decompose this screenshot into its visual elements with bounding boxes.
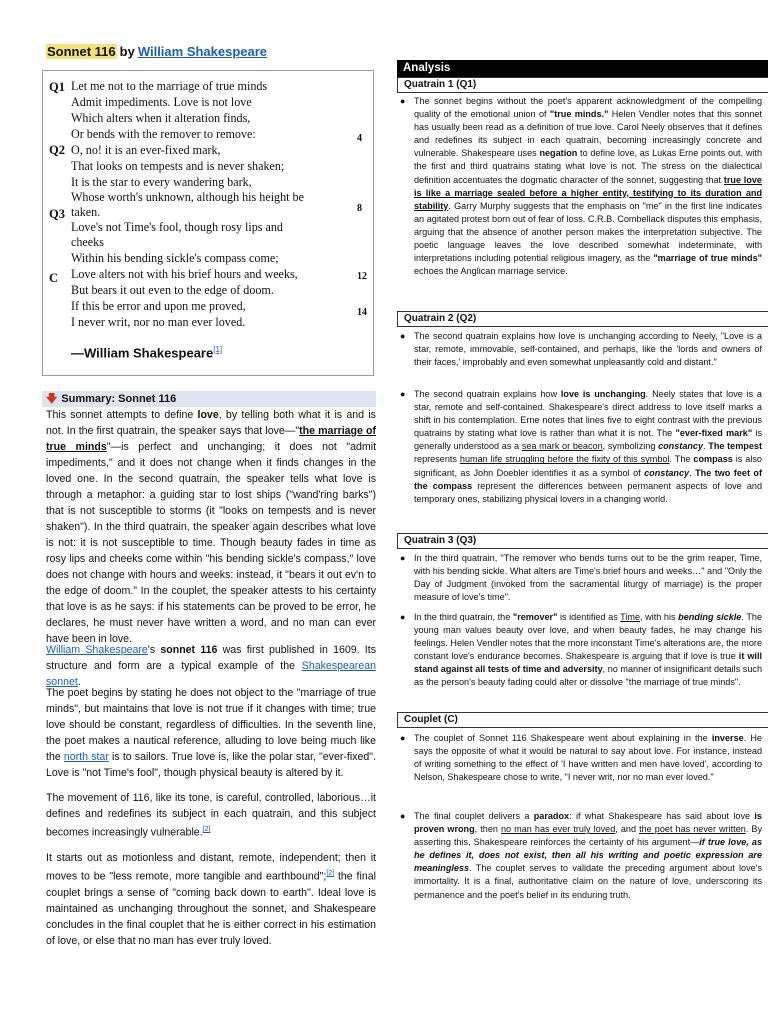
text: , with his bbox=[640, 612, 679, 622]
text: represent the differences between permanent aspects of love and temporary ones, stabilizing physical lovers in a changing world. bbox=[414, 480, 762, 504]
bullet-icon: ● bbox=[400, 331, 406, 341]
text-underline: Time bbox=[620, 612, 641, 622]
text: to define love, as Lukas Erne points out, with the first and third quatrains stating what love is not. The stress on the dialectical definition accentuates the dogmatic character of the sonnet, suggesting that bbox=[414, 148, 762, 185]
analysis-heading: Analysis bbox=[397, 60, 768, 77]
text-underline: sea mark or beacon bbox=[521, 441, 603, 452]
text-bold: "true minds." bbox=[549, 109, 609, 120]
title-by: by bbox=[119, 44, 135, 59]
text: . The young man values beauty over love, and when beauty fades, he may change his feelings. Helen Vendler notes that the more inconstant Time's alterations are, the more constant love's endurance becomes. Shakespeare is arguing that if love is true bbox=[414, 612, 762, 662]
arrow-down-icon: 🡇 bbox=[46, 393, 58, 405]
section-quatrain-3: Quatrain 3 (Q3) bbox=[397, 533, 768, 549]
text: The sonnet begins without the poet's apparent acknowledgment of the compelling quality of the emotional union of bbox=[414, 96, 762, 120]
analysis-bullet bbox=[400, 611, 763, 690]
text: , no manner of insignificant details such as the person's beauty fading could alter or dissolve "the marriage of true minds". bbox=[414, 664, 763, 688]
bullet-icon: ● bbox=[400, 811, 406, 821]
poem-line: Within his bending sickle's compass come; bbox=[71, 251, 279, 265]
text: The final couplet delivers a bbox=[414, 811, 534, 821]
line-number: 14 bbox=[357, 307, 367, 318]
text: . Garry Murphy suggests that the emphasis on "me" in the first line indicates an agitated protest born out of fear of loss. C.R.B. Combellack disputes this emphasis, arguing that the absence of another person makes the interpretation subjective. The poetic language leaves the love described somewhat indeterminate, with interpretations including potential religious imagery, as the bbox=[414, 200, 762, 264]
poem-line: Whose worth's unknown, although his height be bbox=[71, 190, 304, 204]
text-underline: human life struggling before the fixity of this symbol bbox=[459, 454, 670, 465]
text-bold: love is unchanging bbox=[560, 389, 646, 399]
text: "—is perfect and unchanging; it does not "admit impediments," and it does not change when it finds changes in the loved one. In the second quatrain, the speaker tells what love is through a metaphor: a guiding star to lost ships ("wand'ring barks") that is not susceptible to storms (it "looks on tempests and is never shaken"). In the third quatrain, the speaker again describes what love is not: it is not susceptible to time. Though beauty fades in time as rosy lips and cheeks come within "his bending sickle's compass," love does not change with hours and weeks: instead, it "bears it out ev'n to the edge of doom." In the couplet, the speaker attests to his certainty that love is as he says: if his statements can be proved to be error, he declares, he must never have written a word, and no man can ever have been in love. bbox=[46, 441, 377, 645]
text: . Neely states that love is a star, remote and self-contained. Shakespeare's direct address to love itself marks a shift in his contemplation. Erne notes that lines five to eight contrast with the previous quatrains by stating what love is rather than what it is not. The bbox=[414, 389, 762, 439]
text: . bbox=[703, 441, 709, 452]
text-bold: The tempest bbox=[708, 441, 762, 452]
shakespeare-link[interactable]: William Shakespeare bbox=[46, 644, 148, 656]
text: . bbox=[77, 676, 81, 688]
text: Helen Vendler notes that this sonnet has usually been read as a definition of true love. Carol Neely observes that it defines and redefines its subject in each quatrain, becoming increasingly concrete and vulnerable. Shakespeare uses bbox=[414, 109, 762, 159]
text: 's bbox=[147, 644, 161, 656]
text: : if what Shakespeare has said about love bbox=[569, 811, 755, 821]
reference-link[interactable]: [1] bbox=[213, 345, 223, 354]
label-q3: Q3 bbox=[49, 207, 65, 221]
text: , and bbox=[615, 824, 640, 835]
text: . bbox=[689, 467, 696, 478]
text-bold-underline: the marriage of true minds bbox=[46, 425, 376, 453]
label-q2: Q2 bbox=[49, 143, 65, 157]
analysis-bullet bbox=[400, 388, 762, 506]
text-bold: inverse bbox=[711, 733, 744, 743]
text: In the third quatrain, "The remover who bends turns out to be the grim reaper, Time, with his bending sickle. What alters are Time's brief hours and weeks…" and "Only the Day of Judgment (invoked from the sacramental liturgy of marriage) is the proper measure of love's time". bbox=[414, 553, 762, 603]
text-bold-italic: bending sickle bbox=[678, 612, 742, 622]
text: . The bbox=[669, 454, 694, 465]
text: , by telling both what it is and is not. In the first quatrain, the speaker says that love—" bbox=[46, 409, 376, 437]
text-bold-italic: constancy bbox=[658, 441, 704, 452]
line-number: 4 bbox=[357, 133, 362, 144]
summary-heading-text: Summary: Sonnet 116 bbox=[61, 393, 177, 405]
analysis-bullet bbox=[400, 95, 762, 278]
attribution-text: —William Shakespeare bbox=[71, 345, 214, 361]
poem-line: O, no! it is an ever-fixed mark, bbox=[71, 143, 221, 157]
text-bold: The two feet of the compass bbox=[414, 467, 762, 491]
text: . By asserting this, Shakespeare reinforces the certainty of his argument— bbox=[414, 824, 763, 848]
text: In the third quatrain, the bbox=[414, 612, 513, 622]
poem-line: But bears it out even to the edge of doom. bbox=[71, 283, 274, 297]
text: The couplet of Sonnet 116 Shakespeare went about explaining in the bbox=[414, 733, 712, 743]
text-bold-italic: constancy bbox=[644, 467, 690, 478]
text-bold: compass bbox=[693, 454, 733, 465]
poem-line: Which alters when it alteration finds, bbox=[71, 111, 251, 125]
sonnet-title: Sonnet 116 bbox=[47, 44, 116, 59]
analysis-bullet bbox=[400, 552, 762, 604]
poem-line: cheeks bbox=[71, 235, 104, 249]
poem-line: Admit impediments. Love is not love bbox=[71, 95, 252, 109]
summary-heading bbox=[42, 391, 376, 407]
text: . The couplet serves to validate the preceding argument about love's immortality. It is a final, authoritative claim on the nature of love, underscoring its permanence and the poet's belief in its enduring truth. bbox=[414, 863, 762, 900]
text: is generally understood as a bbox=[414, 428, 762, 452]
text-bold: paradox bbox=[533, 811, 570, 821]
section-couplet: Couplet (C) bbox=[397, 712, 768, 728]
summary-paragraph bbox=[46, 790, 376, 841]
poem-line: Love's not Time's fool, though rosy lips and bbox=[71, 220, 283, 234]
reference-link[interactable]: [2] bbox=[326, 870, 335, 877]
text: , then bbox=[474, 824, 501, 835]
label-q1: Q1 bbox=[49, 80, 65, 94]
bullet-icon: ● bbox=[400, 553, 406, 563]
poem-line: taken. bbox=[71, 205, 101, 219]
section-quatrain-2: Quatrain 2 (Q2) bbox=[397, 311, 768, 327]
text-bold-underline: true love is like a marriage sealed before a higher entity, testifying to its duration and stability bbox=[414, 174, 762, 211]
section-quatrain-1: Quatrain 1 (Q1) bbox=[397, 77, 768, 93]
bullet-icon: ● bbox=[400, 733, 406, 743]
summary-paragraph bbox=[46, 407, 376, 647]
poem-line: That looks on tempests and is never shaken; bbox=[71, 159, 285, 173]
text: The poet begins by stating he does not object to the "marriage of true minds", but maintains that love is not true if it changes with time; true love should be constant, regardless of difficulties. In the seventh line, the poet makes a nautical reference, alluding to love being much like the bbox=[46, 687, 376, 763]
poem-line: It is the star to every wandering bark, bbox=[71, 175, 252, 189]
poem-line: If this be error and upon me proved, bbox=[71, 299, 246, 313]
author-link[interactable]: William Shakespeare bbox=[137, 44, 268, 59]
text: It starts out as motionless and distant, remote, independent; then it moves to be "less remote, more tangible and earthbound"; bbox=[46, 852, 376, 883]
poem-box bbox=[42, 70, 374, 376]
text: is also significant, as John Doebler identifies it as a symbol of bbox=[414, 454, 762, 478]
summary-paragraph bbox=[46, 850, 376, 949]
text: the final couplet brings a sense of "coming back down to earth". Ideal love is maintained as unchanging throughout the sonnet, and Shakespeare concludes in the final couplet that he is either correct in his estimation of love, or else that no man has ever truly loved. bbox=[46, 870, 376, 947]
text: was first published in 1609. Its structure and form are a typical example of the bbox=[46, 644, 376, 672]
line-number: 8 bbox=[357, 203, 362, 214]
bullet-icon: ● bbox=[400, 612, 406, 622]
summary-paragraph bbox=[46, 642, 376, 690]
text-bold: it will stand against all tests of time and adversity bbox=[414, 651, 762, 675]
text: is to sailors. True love is, like the polar star, "ever-fixed". Love is "not Time's fool", though physical beauty is altered by it. bbox=[46, 751, 377, 779]
text-underline: the poet has never written bbox=[639, 824, 746, 835]
poem-attribution bbox=[71, 345, 222, 360]
text: echoes the Anglican marriage service. bbox=[414, 266, 568, 277]
text-bold: sonnet 116 bbox=[160, 644, 218, 656]
poem-line: Let me not to the marriage of true minds bbox=[71, 79, 268, 93]
text: , symbolizing bbox=[602, 441, 659, 452]
bullet-icon: ● bbox=[400, 389, 406, 399]
poem-line: Love alters not with his brief hours and weeks, bbox=[71, 267, 298, 281]
text: is identified as bbox=[557, 612, 621, 622]
text-bold-italic: if true love, as he defines it, does not exist, then all his writing and poetic expression are meaningless bbox=[414, 837, 762, 874]
text-bold: "remover" bbox=[512, 612, 558, 622]
reference-link[interactable]: [2] bbox=[202, 826, 211, 833]
document-title bbox=[46, 44, 267, 59]
analysis-bullet bbox=[400, 330, 762, 369]
analysis-bullet bbox=[400, 732, 762, 784]
shakespearean-sonnet-link[interactable]: Shakespearean sonnet bbox=[46, 660, 376, 688]
summary-paragraph bbox=[46, 685, 376, 781]
text-bold: negation bbox=[539, 148, 578, 159]
poem-line: I never writ, nor no man ever loved. bbox=[71, 315, 246, 329]
text-bold: "ever-fixed mark" bbox=[675, 428, 753, 439]
north-star-link[interactable]: north star bbox=[63, 751, 109, 763]
text: This sonnet attempts to define bbox=[46, 409, 198, 421]
text: The movement of 116, like its tone, is careful, controlled, laborious…it defines and redefines its subject in each quatrain, and this subject becomes increasingly vulnerable. bbox=[46, 792, 376, 839]
bullet-icon: ● bbox=[400, 96, 406, 106]
text: The second quatrain explains how love is unchanging according to Neely, "Love is a star, remote, immovable, self-contained, and perhaps, like the 'lords and owners of their faces,' improbably and even somewhat unpleasantly cold and distant." bbox=[414, 331, 762, 368]
line-number: 12 bbox=[357, 271, 367, 282]
analysis-bullet bbox=[400, 810, 763, 902]
text: represents bbox=[414, 454, 460, 465]
text: . He says the opposite of what it would be natural to say about love. For instance, instead of writing something to the effect of 'I have written and men have loved', according to Nelson, Shakespeare chose to write, "I never writ, nor no man ever loved." bbox=[414, 733, 762, 783]
text-bold: "marriage of true minds" bbox=[653, 253, 762, 264]
text-bold: love bbox=[197, 409, 219, 421]
text: The second quatrain explains how bbox=[414, 389, 561, 399]
text-bold: is proven wrong bbox=[414, 811, 762, 835]
text-underline: no man has ever truly loved bbox=[500, 824, 616, 835]
label-couplet: C bbox=[49, 271, 59, 285]
poem-line: Or bends with the remover to remove: bbox=[71, 127, 256, 141]
